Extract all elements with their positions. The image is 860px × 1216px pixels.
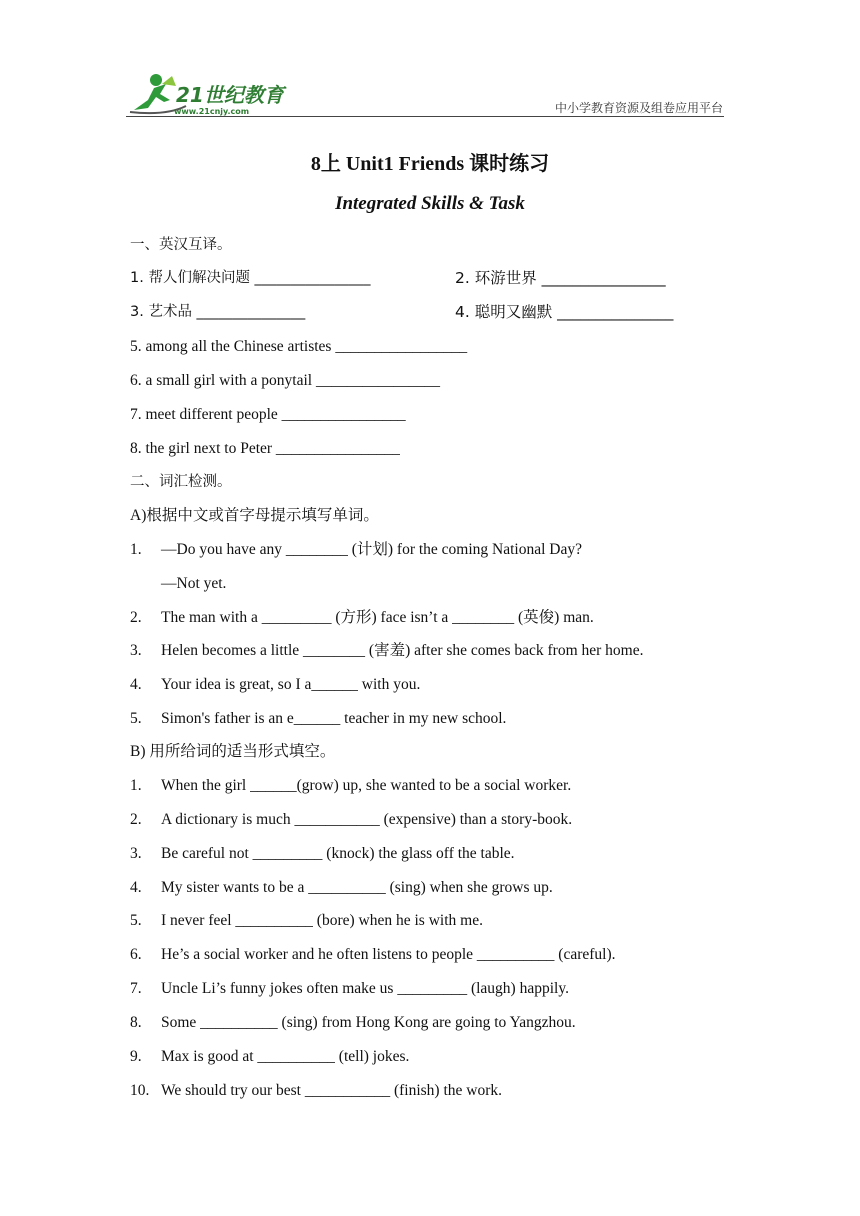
translation-item: 5. among all the Chinese artistes _________________ bbox=[130, 338, 468, 355]
question-text: When the girl ______(grow) up, she wanted to be a social worker. bbox=[161, 777, 572, 794]
question-text: The man with a _________ (方形) face isn’t a ________ (英俊) man. bbox=[161, 609, 594, 626]
question-number: 4. bbox=[130, 879, 142, 896]
question-number: 10. bbox=[130, 1082, 150, 1099]
question-item bbox=[130, 1047, 409, 1067]
question-text: —Do you have any ________ (计划) for the coming National Day? bbox=[161, 541, 582, 558]
question-item bbox=[130, 641, 644, 661]
question-number: 2. bbox=[130, 811, 142, 828]
question-text: We should try our best ___________ (finish) the work. bbox=[161, 1082, 502, 1099]
question-number: 3. bbox=[130, 642, 142, 659]
question-item bbox=[130, 844, 515, 864]
question-item bbox=[130, 1013, 576, 1033]
question-item bbox=[130, 709, 506, 729]
question-text: A dictionary is much ___________ (expensive) than a story-book. bbox=[161, 811, 573, 828]
logo bbox=[126, 70, 296, 118]
page-title: 8上 Unit1 Friends 课时练习 bbox=[310, 153, 550, 175]
translation-item: 6. a small girl with a ponytail ________________ bbox=[130, 372, 440, 389]
question-number: 6. bbox=[130, 946, 142, 963]
question-item bbox=[130, 810, 572, 830]
question-number: 9. bbox=[130, 1048, 142, 1065]
translation-item: 3. 艺术品 _______________ bbox=[130, 304, 306, 320]
question-item bbox=[130, 1081, 502, 1101]
question-text: Be careful not _________ (knock) the glass off the table. bbox=[161, 845, 515, 862]
question-text: My sister wants to be a __________ (sing) when she grows up. bbox=[161, 879, 553, 896]
question-text: Uncle Li’s funny jokes often make us _________ (laugh) happily. bbox=[161, 980, 569, 997]
question-item bbox=[130, 911, 483, 931]
section2-heading: 二、词汇检测。 bbox=[130, 474, 232, 490]
question-item bbox=[130, 945, 616, 965]
translation-item: 7. meet different people ________________ bbox=[130, 406, 406, 423]
question-text: Max is good at __________ (tell) jokes. bbox=[161, 1048, 410, 1065]
header-divider bbox=[126, 116, 724, 117]
question-text: —Not yet. bbox=[161, 575, 227, 592]
question-number: 5. bbox=[130, 912, 142, 929]
question-text: I never feel __________ (bore) when he is with me. bbox=[161, 912, 483, 929]
question-number: 7. bbox=[130, 980, 142, 997]
question-text: Some __________ (sing) from Hong Kong are going to Yangzhou. bbox=[161, 1014, 576, 1031]
question-text: Simon's father is an e______ teacher in my new school. bbox=[161, 710, 507, 727]
section1-heading: 一、英汉互译。 bbox=[130, 237, 232, 253]
question-text: He’s a social worker and he often listens to people __________ (careful). bbox=[161, 946, 616, 963]
question-text: Helen becomes a little ________ (害羞) after she comes back from her home. bbox=[161, 642, 644, 659]
question-number: 3. bbox=[130, 845, 142, 862]
question-number: 1. bbox=[130, 541, 142, 558]
question-number: 1. bbox=[130, 777, 142, 794]
question-item bbox=[130, 608, 594, 628]
question-item bbox=[130, 540, 582, 560]
question-number: 8. bbox=[130, 1014, 142, 1031]
question-item bbox=[130, 574, 226, 594]
page-subtitle: Integrated Skills & Task bbox=[335, 193, 525, 214]
question-item bbox=[130, 878, 553, 898]
translation-item: 4. 聪明又幽默 _______________ bbox=[455, 303, 674, 321]
translation-item: 8. the girl next to Peter ________________ bbox=[130, 440, 400, 457]
question-text: Your idea is great, so I a______ with you. bbox=[161, 676, 421, 693]
partB-heading: B) 用所给词的适当形式填空。 bbox=[130, 743, 336, 760]
question-item bbox=[130, 776, 571, 796]
question-number: 5. bbox=[130, 710, 142, 727]
translation-item: 2. 环游世界 ________________ bbox=[455, 269, 666, 287]
question-item bbox=[130, 675, 420, 695]
logo-text: 21世纪教育 bbox=[176, 83, 284, 107]
logo-url: www.21cnjy.com bbox=[174, 107, 250, 116]
question-number: 4. bbox=[130, 676, 142, 693]
platform-name: 中小学教育资源及组卷应用平台 bbox=[554, 101, 723, 115]
partA-heading: A)根据中文或首字母提示填写单词。 bbox=[130, 507, 379, 524]
question-number: 2. bbox=[130, 609, 142, 626]
translation-item: 1. 帮人们解决问题 ________________ bbox=[130, 270, 371, 286]
question-item bbox=[130, 979, 569, 999]
